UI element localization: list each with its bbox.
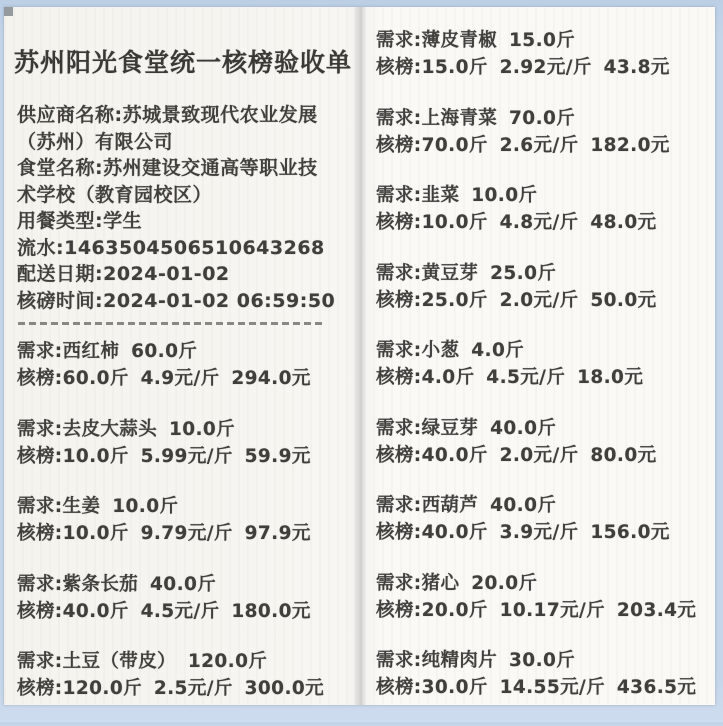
weigh-time-line: 核磅时间:2024-01-02 06:59:50 [17, 289, 336, 312]
scan-corner-artifact [4, 7, 13, 16]
item-list-left [17, 338, 347, 726]
supplier-name-line-2: （苏州）有限公司 [17, 130, 174, 153]
receipt-item [17, 571, 347, 625]
receipt-item [376, 647, 706, 701]
receipt-item [376, 492, 706, 546]
weigh-line: 核榜:20.0斤 10.17元/斤 203.4元 [376, 599, 697, 621]
receipt-item [17, 416, 347, 470]
weigh-line: 核榜:10.0斤 4.8元/斤 48.0元 [376, 212, 657, 233]
receipt-item [376, 260, 706, 314]
weigh-line: 核榜:40.0斤 2.0元/斤 80.0元 [376, 444, 657, 466]
receipt-item [17, 338, 347, 392]
demand-line: 需求:绿豆芽 40.0斤 [376, 417, 557, 439]
receipt-item [17, 493, 347, 547]
receipt-right-column [373, 7, 709, 705]
demand-line: 需求:土豆（带皮） 120.0斤 [17, 651, 268, 672]
demand-line: 需求:西红柿 60.0斤 [17, 341, 198, 362]
supplier-name-line: 供应商名称:苏城景致现代农业发展 [17, 104, 318, 126]
weigh-line: 核榜:10.0斤 9.79元/斤 97.9元 [17, 523, 311, 544]
weigh-line: 核榜:10.0斤 5.99元/斤 59.9元 [17, 445, 311, 467]
demand-line: 需求:纯精肉片 30.0斤 [376, 650, 576, 671]
weigh-line: 核榜:70.0斤 2.6元/斤 182.0元 [376, 134, 670, 156]
weigh-line: 核榜:120.0斤 2.5元/斤 300.0元 [17, 678, 325, 699]
demand-line: 需求:上海青菜 70.0斤 [376, 107, 576, 129]
demand-line: 需求:黄豆芽 25.0斤 [376, 262, 557, 284]
canteen-name-line: 食堂名称:苏州建设交通高等职业技 [17, 157, 318, 179]
weigh-line: 核榜:60.0斤 4.9元/斤 294.0元 [17, 368, 311, 389]
receipt-left-column [14, 7, 352, 705]
receipt-item [376, 105, 706, 159]
demand-line: 需求:韭菜 10.0斤 [376, 185, 538, 206]
weigh-line: 核榜:25.0斤 2.0元/斤 50.0元 [376, 289, 657, 311]
receipt-item [376, 415, 706, 469]
item-list-right [376, 27, 706, 725]
receipt-item [376, 27, 706, 81]
receipt-info-block [17, 102, 347, 314]
receipt-item [376, 337, 706, 391]
receipt-item [376, 570, 706, 624]
demand-line: 需求:薄皮青椒 15.0斤 [376, 30, 576, 51]
meal-type-line: 用餐类型:学生 [17, 210, 143, 232]
receipt-item [17, 648, 347, 702]
receipt-title: 苏州阳光食堂统一核榜验收单 [14, 48, 353, 77]
demand-line: 需求:小葱 4.0斤 [376, 340, 525, 361]
weigh-line: 核榜:4.0斤 4.5元/斤 18.0元 [376, 367, 644, 388]
paper-seam-divider [353, 7, 369, 705]
receipt-item [376, 182, 706, 236]
weigh-line: 核榜:15.0斤 2.92元/斤 43.8元 [376, 57, 670, 78]
receipt-paper [4, 7, 715, 705]
delivery-date-line: 配送日期:2024-01-02 [17, 263, 230, 285]
weigh-line: 核榜:30.0斤 14.55元/斤 436.5元 [376, 677, 697, 698]
dashed-divider [18, 322, 326, 325]
serial-number-line: 流水:1463504506510643268 [17, 236, 325, 259]
demand-line: 需求:生姜 10.0斤 [17, 496, 179, 517]
demand-line: 需求:西葫芦 40.0斤 [376, 495, 557, 516]
demand-line: 需求:紫条长茄 40.0斤 [17, 573, 217, 595]
weigh-line: 核榜:40.0斤 4.5元/斤 180.0元 [17, 600, 311, 622]
demand-line: 需求:去皮大蒜头 10.0斤 [17, 418, 236, 440]
canteen-name-line-2: 术学校（教育园校区） [17, 183, 213, 206]
weigh-line: 核榜:40.0斤 3.9元/斤 156.0元 [376, 522, 670, 543]
demand-line: 需求:猪心 20.0斤 [376, 572, 538, 594]
